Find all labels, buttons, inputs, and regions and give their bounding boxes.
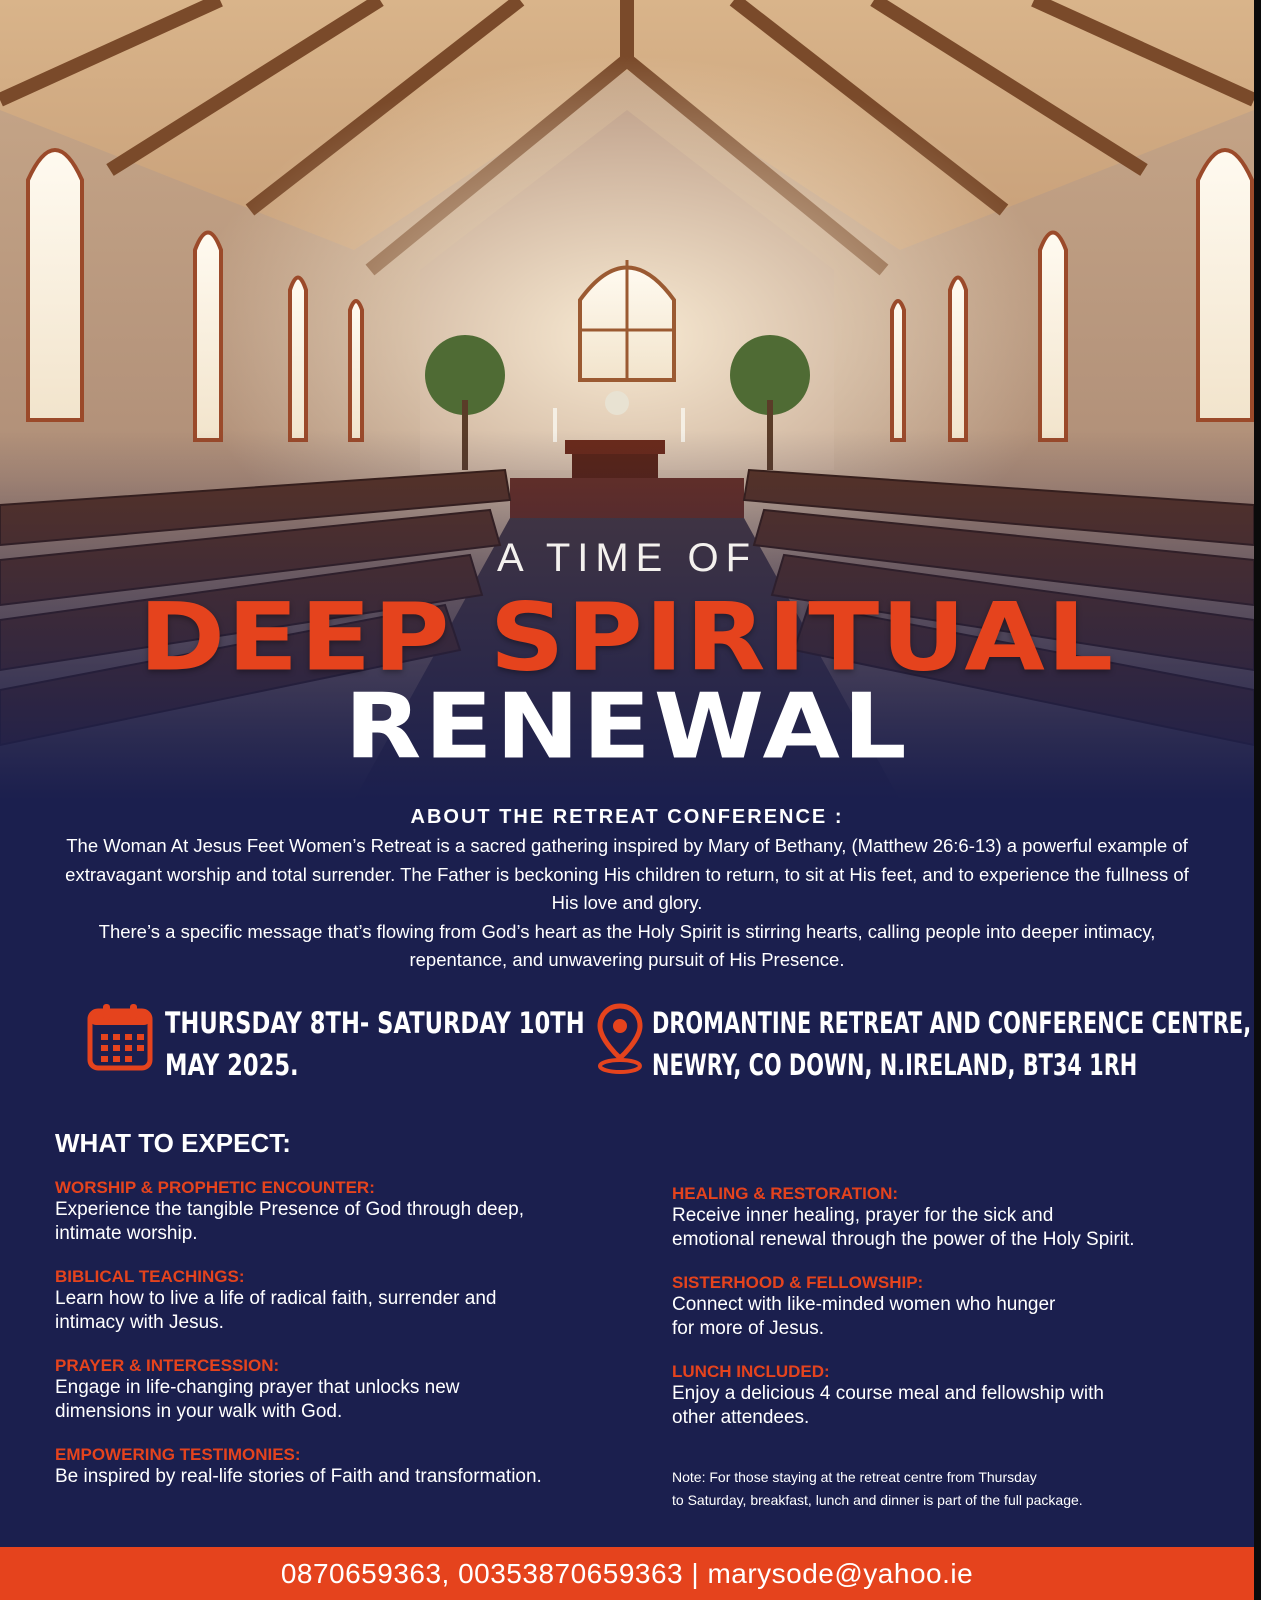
expect-left-column bbox=[55, 1178, 655, 1511]
map-pin-icon bbox=[596, 1002, 644, 1076]
about-text bbox=[50, 832, 1204, 975]
event-venue-line: NEWRY, CO DOWN, N.IRELAND, BT34 1RH bbox=[652, 1048, 1138, 1082]
expect-item-desc: dimensions in your walk with God. bbox=[55, 1400, 343, 1422]
expect-item-desc: Connect with like-minded women who hunger bbox=[672, 1294, 1056, 1315]
event-venue bbox=[652, 1002, 1252, 1086]
expect-item-desc: Engage in life-changing prayer that unlocks new bbox=[55, 1377, 460, 1398]
event-date-line: MAY 2025. bbox=[165, 1048, 299, 1082]
expect-item bbox=[55, 1267, 655, 1334]
event-info-row bbox=[0, 1000, 1254, 1080]
event-date-line: THURSDAY 8TH- SATURDAY 10TH bbox=[165, 1006, 585, 1040]
expect-item bbox=[672, 1362, 1232, 1429]
expect-item-title: PRAYER & INTERCESSION: bbox=[55, 1356, 280, 1375]
expect-item-desc: Experience the tangible Presence of God through deep, bbox=[55, 1199, 524, 1220]
expect-item-title: HEALING & RESTORATION: bbox=[672, 1184, 899, 1203]
about-heading: ABOUT THE RETREAT CONFERENCE : bbox=[410, 806, 844, 828]
about-paragraph: There’s a specific message that’s flowing from God’s heart as the Holy Spirit is stirring hearts, calling people into deeper intimacy, repentance, and unwavering pursuit of His Presence. bbox=[98, 920, 1156, 970]
package-note bbox=[672, 1466, 1232, 1512]
calendar-icon bbox=[87, 1002, 153, 1072]
expect-item-desc: emotional renewal through the power of the Holy Spirit. bbox=[672, 1228, 1135, 1250]
expect-item-desc: Be inspired by real-life stories of Faith and transformation. bbox=[55, 1466, 542, 1487]
package-note-line: Note: For those staying at the retreat centre from Thursday bbox=[672, 1469, 1037, 1485]
expect-item bbox=[55, 1445, 655, 1489]
expect-item bbox=[672, 1184, 1232, 1251]
about-paragraph: The Woman At Jesus Feet Women’s Retreat is a sacred gathering inspired by Mary of Bethany, (Matthew 26:6-13) a powerful example of extravagant worship and total surrender. The Father is beckoning His children to return, to sit at His feet, and to experience the fullness of His love and glory. bbox=[65, 835, 1189, 913]
title-kicker: A TIME OF bbox=[496, 536, 758, 580]
title-secondary: RENEWAL bbox=[344, 673, 910, 780]
expect-item-desc: Enjoy a delicious 4 course meal and fellowship with bbox=[672, 1383, 1104, 1404]
image-border bbox=[1254, 0, 1261, 1600]
expect-item-title: SISTERHOOD & FELLOWSHIP: bbox=[672, 1273, 924, 1292]
expect-item-desc: Learn how to live a life of radical faith, surrender and bbox=[55, 1288, 497, 1309]
contact-details[interactable]: 0870659363, 00353870659363 | marysode@yahoo.ie bbox=[280, 1558, 974, 1589]
expect-item-desc: intimacy with Jesus. bbox=[55, 1311, 224, 1333]
expect-item-title: LUNCH INCLUDED: bbox=[672, 1362, 830, 1381]
contact-footer bbox=[0, 1547, 1254, 1600]
expect-item-desc: other attendees. bbox=[672, 1406, 810, 1428]
expect-item bbox=[55, 1178, 655, 1245]
event-venue-line: DROMANTINE RETREAT AND CONFERENCE CENTRE, bbox=[652, 1006, 1252, 1040]
expect-item bbox=[672, 1273, 1232, 1340]
expect-item-title: BIBLICAL TEACHINGS: bbox=[55, 1267, 245, 1286]
expect-item-title: EMPOWERING TESTIMONIES: bbox=[55, 1445, 301, 1464]
title-main: DEEP SPIRITUAL bbox=[138, 582, 1116, 692]
expect-item bbox=[55, 1356, 655, 1423]
expect-right-column bbox=[672, 1184, 1232, 1451]
expect-item-desc: Receive inner healing, prayer for the sick and bbox=[672, 1205, 1054, 1226]
package-note-line: to Saturday, breakfast, lunch and dinner is part of the full package. bbox=[672, 1492, 1083, 1508]
expect-item-desc: intimate worship. bbox=[55, 1222, 198, 1244]
event-date bbox=[165, 1002, 585, 1086]
expect-heading: WHAT TO EXPECT: bbox=[55, 1128, 291, 1158]
expect-item-title: WORSHIP & PROPHETIC ENCOUNTER: bbox=[55, 1178, 375, 1197]
expect-item-desc: for more of Jesus. bbox=[672, 1317, 825, 1339]
